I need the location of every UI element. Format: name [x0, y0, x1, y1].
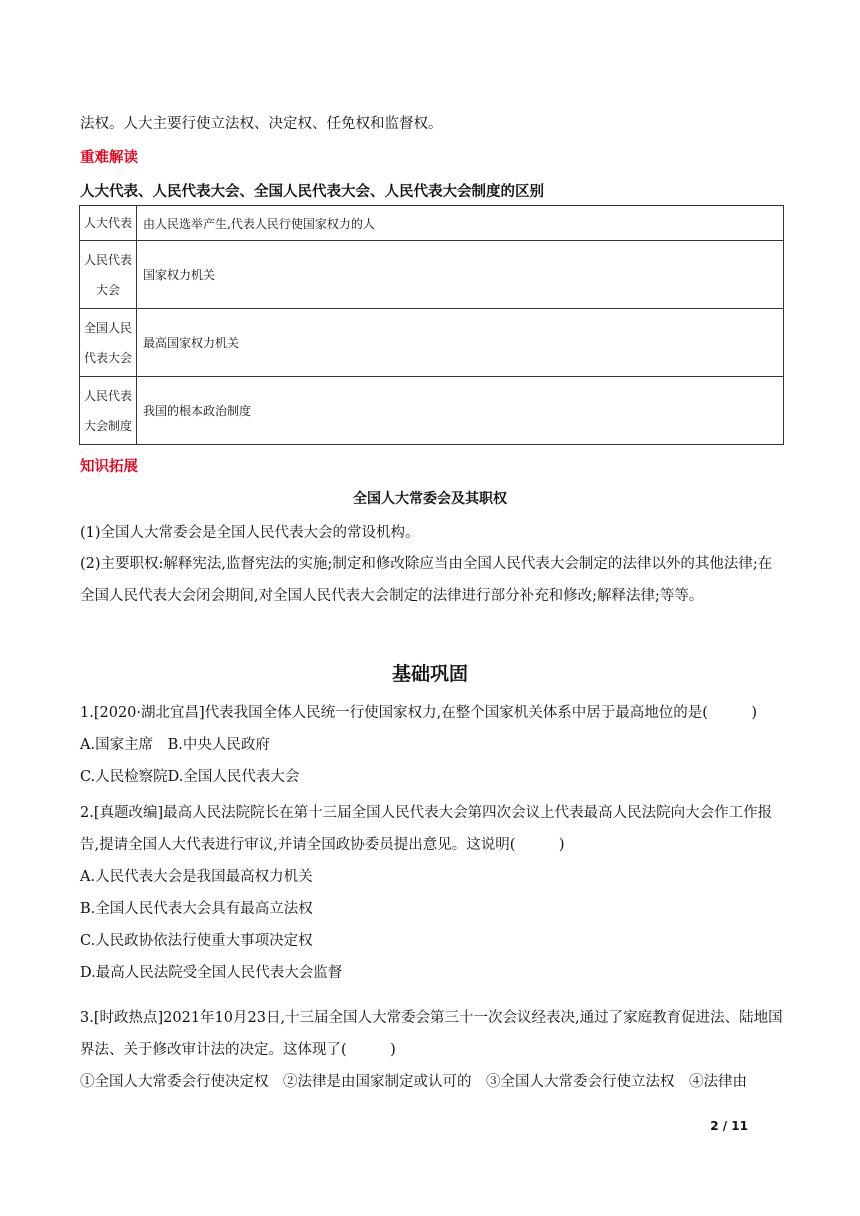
question-1-options-ab: A.国家主席 B.中央人民政府 — [80, 737, 270, 753]
section-title-extension: 知识拓展 — [80, 459, 138, 475]
table-key: 全国人民代表大会 — [80, 309, 137, 377]
question-2-option-a: A.人民代表大会是我国最高权力机关 — [80, 869, 313, 885]
extension-paragraph-1: (1)全国人大常委会是全国人民代表大会的常设机构。 — [80, 525, 420, 541]
table-row — [80, 206, 784, 241]
intro-line: 法权。人大主要行使立法权、决定权、任免权和监督权。 — [80, 116, 443, 132]
question-1-stem: 1.[2020·湖北宜昌]代表我国全体人民统一行使国家权力,在整个国家机关体系中居于最高地位的是( ) — [80, 705, 758, 721]
section-title-key-points: 重难解读 — [80, 150, 138, 166]
question-3-stem: 3.[时政热点]2021年10月23日,十三届全国人大常委会第三十一次会议经表决,通过了家庭教育促进法、陆地国界法、关于修改审计法的决定。这体现了( ) — [80, 1010, 783, 1058]
page-number: 2 / 11 — [710, 1119, 748, 1133]
table-key: 人民代表大会 — [80, 241, 137, 309]
question-1 — [80, 697, 784, 793]
comparison-table — [79, 205, 784, 445]
extension-title: 全国人大常委会及其职权 — [353, 491, 507, 507]
question-2-option-c: C.人民政协依法行使重大事项决定权 — [80, 933, 313, 949]
table-title: 人大代表、人民代表大会、全国人民代表大会、人民代表大会制度的区别 — [80, 184, 544, 200]
question-2-stem: 2.[真题改编]最高人民法院院长在第十三届全国人民代表大会第四次会议上代表最高人民法院向大会作工作报告,提请全国人大代表进行审议,并请全国政协委员提出意见。这说明( ) — [80, 805, 773, 853]
table-row — [80, 241, 784, 309]
extension-paragraph-2: (2)主要职权:解释宪法,监督宪法的实施;制定和修改除应当由全国人民代表大会制定的法律以外的其他法律;在全国人民代表大会闭会期间,对全国人民代表大会制定的法律进行部分补充和修改;解释法律;等等。 — [80, 556, 773, 604]
table-key: 人大代表 — [80, 206, 137, 241]
table-value: 我国的根本政治制度 — [137, 377, 784, 445]
table-value: 由人民选举产生,代表人民行使国家权力的人 — [137, 206, 784, 241]
question-3-options: ①全国人大常委会行使决定权 ②法律是由国家制定或认可的 ③全国人大常委会行使立法权 ④法律由 — [80, 1074, 747, 1090]
table-key: 人民代表大会制度 — [80, 377, 137, 445]
table-row — [80, 377, 784, 445]
question-2-option-b: B.全国人民代表大会具有最高立法权 — [80, 901, 313, 917]
table-value: 最高国家权力机关 — [137, 309, 784, 377]
section-title-basics: 基础巩固 — [391, 663, 468, 685]
table-value: 国家权力机关 — [137, 241, 784, 309]
question-2 — [80, 797, 784, 989]
question-1-options-cd: C.人民检察院D.全国人民代表大会 — [80, 769, 300, 785]
table-row — [80, 309, 784, 377]
question-2-option-d: D.最高人民法院受全国人民代表大会监督 — [80, 965, 343, 981]
question-3 — [80, 1002, 784, 1098]
